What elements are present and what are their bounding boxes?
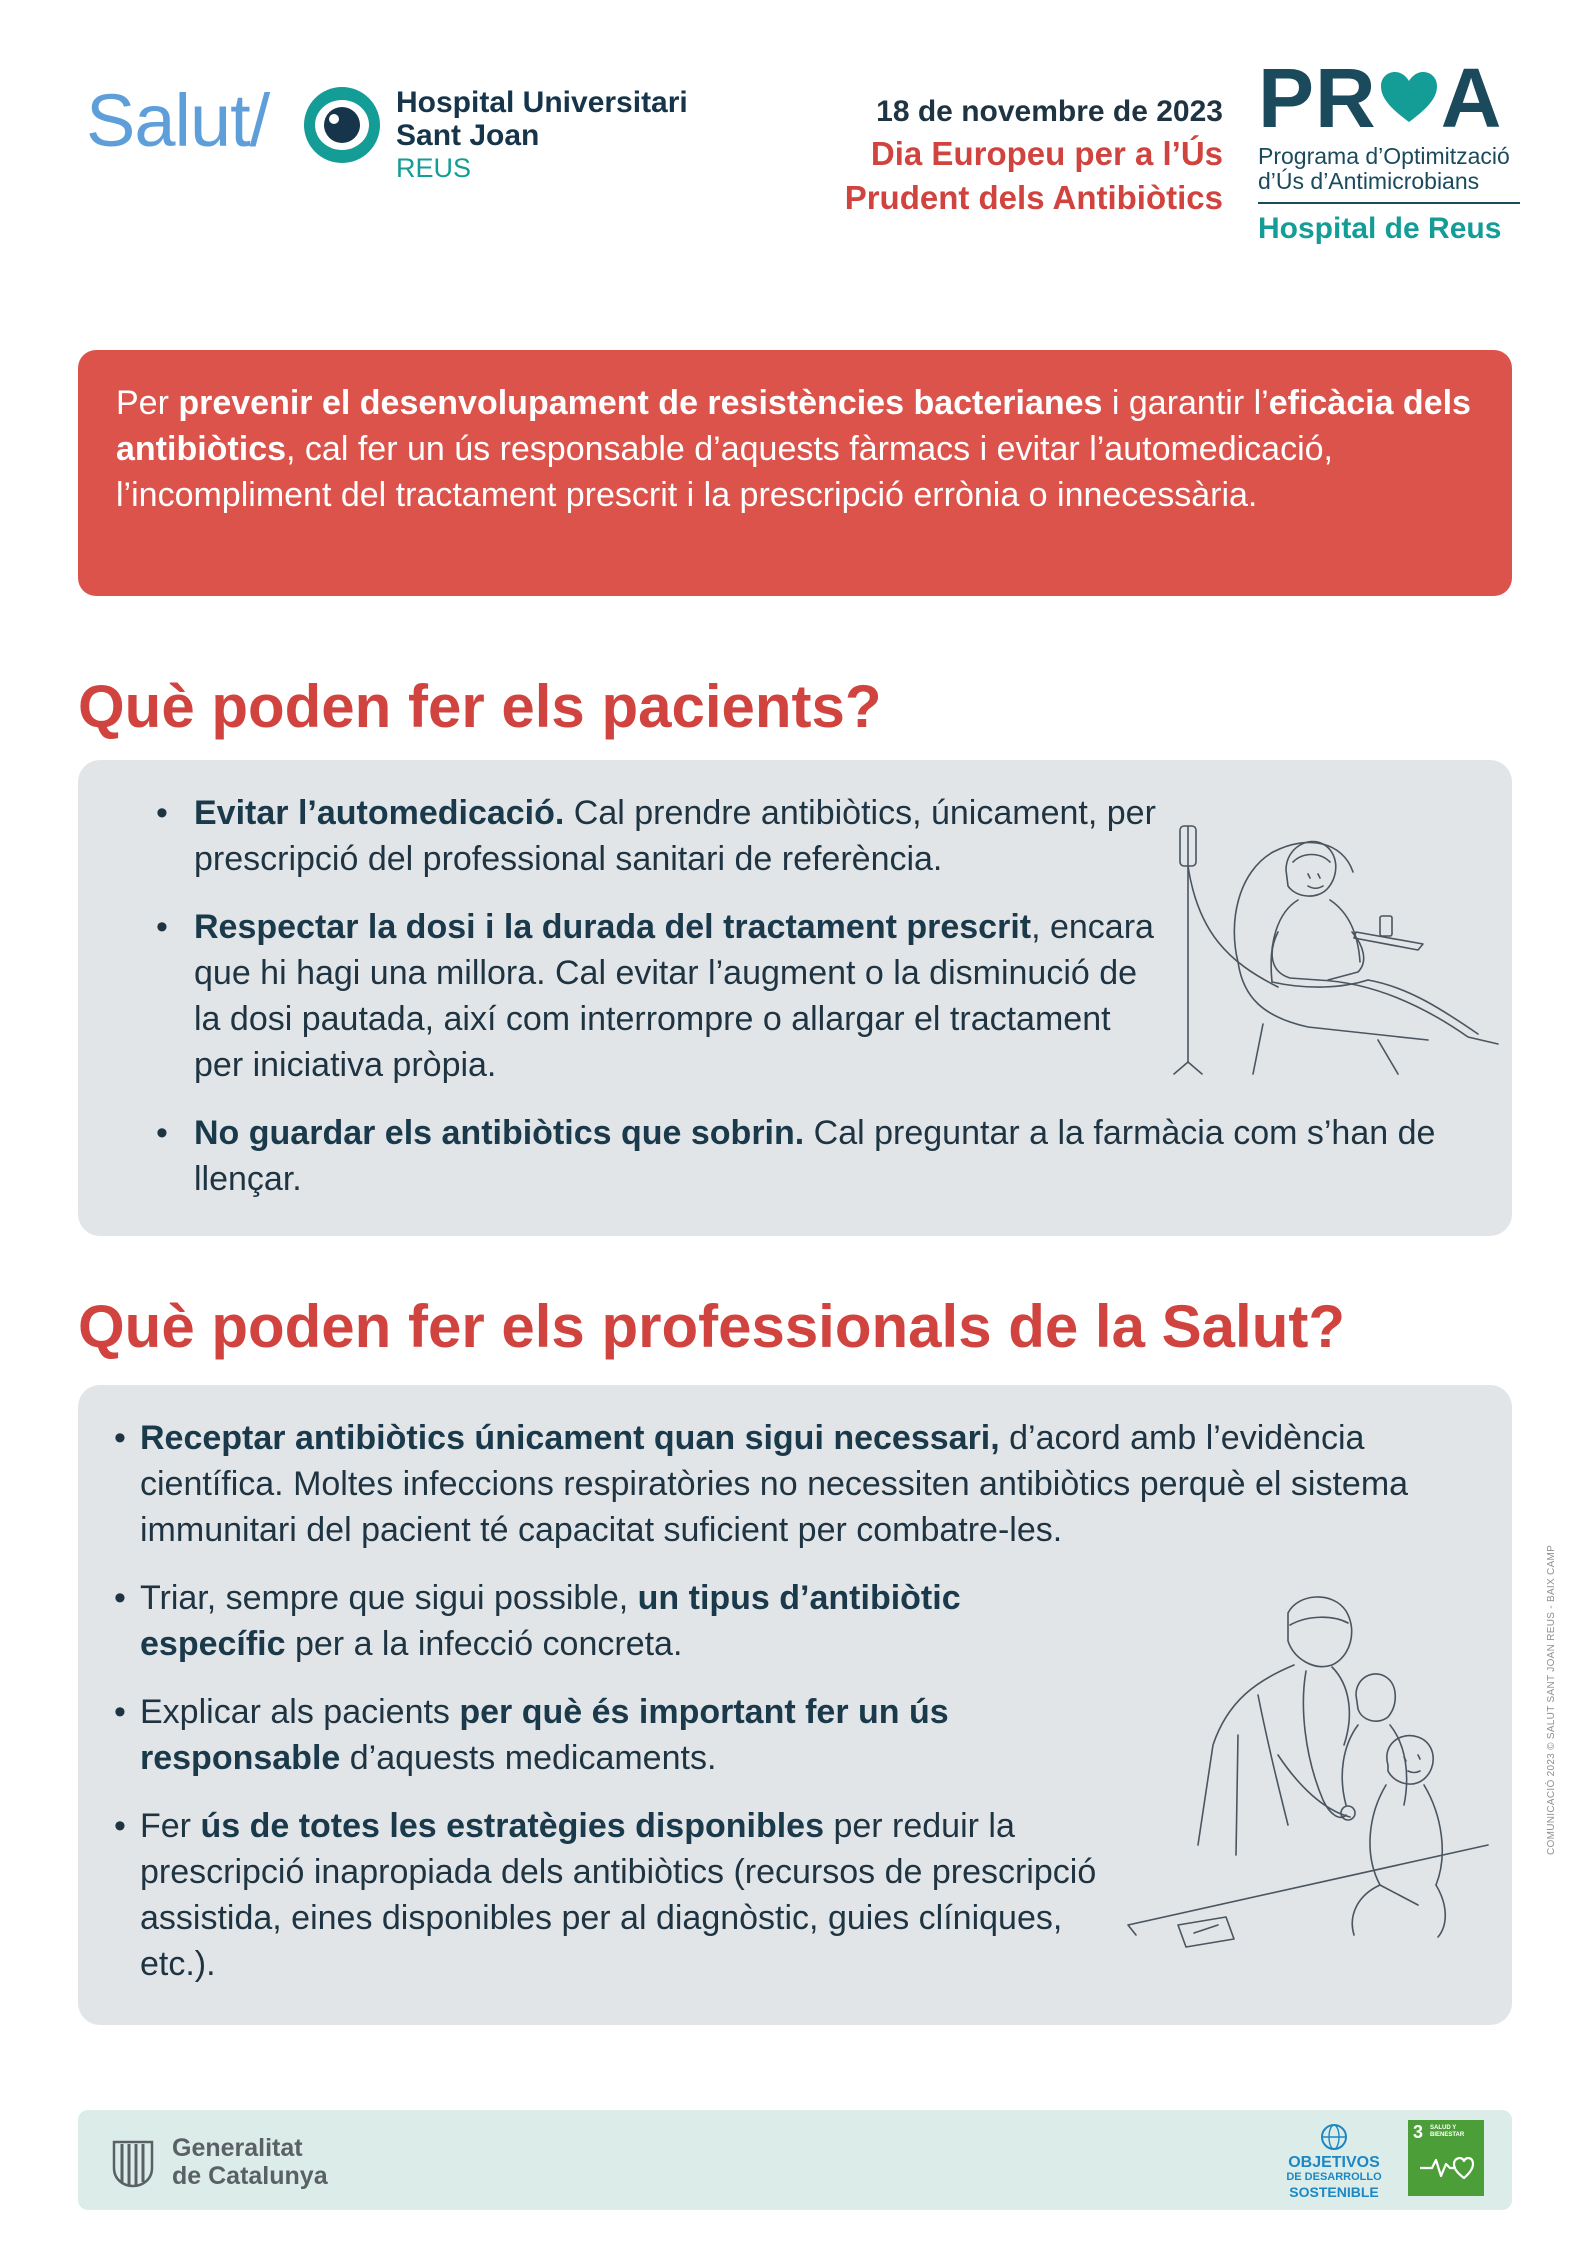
sdg-line1: OBJETIVOS	[1288, 2154, 1380, 2171]
item-bold: ús de totes les estratègies disponibles	[200, 1807, 824, 1845]
intro-banner	[78, 350, 1512, 596]
event-title-line1: Dia Europeu per a l’Ús	[870, 135, 1223, 172]
generalitat-line2: de Catalunya	[172, 2162, 328, 2190]
event-date: 18 de novembre de 2023	[876, 95, 1223, 128]
heart-icon	[1379, 70, 1439, 126]
item-text: d’acord amb l’evidència científica. Moltes infeccions respiratòries no necessiten antibiòtics perquè el sistema immunitari del pacient té capacitat suficient per combatre-les.	[140, 1419, 1409, 1549]
prova-subtitle-line1: Programa d’Optimització	[1258, 143, 1510, 169]
salut-logo-text: Salut/	[86, 79, 270, 162]
list-item	[108, 1689, 1108, 1781]
banner-bold-2: eficàcia dels antibiòtics	[116, 384, 1471, 468]
list-item	[108, 1575, 1108, 1667]
banner-bold-1: prevenir el desenvolupament de resistències bacterianes	[178, 384, 1103, 422]
generalitat-line1: Generalitat	[172, 2134, 303, 2162]
item-post: d’aquests medicaments.	[340, 1739, 717, 1777]
item-bold: Evitar l’automedicació.	[194, 794, 565, 832]
footer-band	[78, 2110, 1512, 2210]
banner-text-2: i garantir l’	[1102, 384, 1269, 422]
credits-text: COMUNICACIÓ 2023 © SALUT SANT JOAN REUS - BAIX CAMP	[1546, 1544, 1557, 1855]
prova-wordmark-right: A	[1440, 51, 1503, 145]
list-item	[156, 904, 1156, 1088]
banner-text-3: , cal fer un ús responsable d’aquests fàrmacs i evitar l’automedicació, l’incompliment del tractament prescrit i la prescripció errònia o innecessària.	[116, 430, 1333, 514]
patients-card	[78, 760, 1512, 1236]
list-item	[108, 1803, 1128, 1987]
prova-wordmark-left: PR	[1258, 51, 1377, 145]
list-item	[156, 1110, 1456, 1202]
sdg-line3: SOSTENIBLE	[1289, 2184, 1379, 2200]
heartbeat-icon	[1418, 2152, 1474, 2182]
banner-text-1: Per	[116, 384, 179, 422]
hospital-eye-logo-icon	[300, 83, 384, 167]
item-pre: Explicar als pacients	[140, 1693, 460, 1731]
item-bold: Respectar la dosi i la durada del tractament prescrit	[194, 908, 1032, 946]
item-text: , encara que hi hagi una millora. Cal evitar l’augment o la disminució de la dosi pautada, així com interrompre o allargar el tractament per iniciativa pròpia.	[194, 908, 1154, 1084]
generalitat-name	[172, 2134, 328, 2190]
professionals-card	[78, 1385, 1512, 2025]
sdg3-badge	[1408, 2120, 1484, 2196]
prova-divider	[1258, 202, 1520, 204]
sdg3-label: SALUD Y BIENESTAR	[1430, 2125, 1465, 2138]
hospital-name-line2: Sant Joan	[396, 119, 540, 152]
hospital-city: REUS	[396, 153, 472, 183]
sdg-logo	[1274, 2122, 1394, 2200]
item-text: Cal preguntar a la farmàcia com s’han de llençar.	[194, 1114, 1436, 1198]
item-text: Cal prendre antibiòtics, únicament, per prescripció del professional sanitari de referència.	[194, 794, 1156, 878]
item-pre: Fer	[140, 1807, 201, 1845]
list-item	[108, 1415, 1488, 1553]
event-info	[845, 92, 1223, 220]
hospital-name	[396, 86, 688, 185]
prova-subtitle-line2: d’Ús d’Antimicrobians	[1258, 168, 1480, 194]
hospital-name-line1: Hospital Universitari	[396, 86, 688, 119]
un-globe-icon	[1319, 2122, 1349, 2152]
item-post: per a la infecció concreta.	[285, 1625, 683, 1663]
prova-logo	[1258, 51, 1520, 246]
generalitat-shield-icon	[112, 2138, 154, 2188]
list-item	[156, 790, 1156, 882]
item-bold: Receptar antibiòtics únicament quan sigui necessari,	[140, 1419, 1000, 1457]
professionals-heading: Què poden fer els professionals de la Salut?	[78, 1293, 1345, 1360]
patients-heading: Què poden fer els pacients?	[78, 673, 882, 740]
prova-subtitle	[1258, 144, 1520, 194]
prova-hospital: Hospital de Reus	[1258, 212, 1502, 245]
item-bold: per què és important fer un ús responsable	[140, 1693, 949, 1777]
patient-in-chair-illustration	[1168, 812, 1508, 1082]
sdg-line2: DE DESARROLLO	[1286, 2171, 1382, 2183]
item-post: per reduir la prescripció inapropiada dels antibiòtics (recursos de prescripció assistida, eines disponibles per al diagnòstic, guies clíniques, etc.).	[140, 1807, 1097, 1983]
item-pre: Triar, sempre que sigui possible,	[140, 1579, 638, 1617]
item-bold: un tipus d’antibiòtic específic	[140, 1579, 961, 1663]
event-title-line2: Prudent dels Antibiòtics	[844, 179, 1223, 216]
sdg3-number: 3	[1413, 2122, 1424, 2142]
doctor-with-child-illustration	[1118, 1585, 1498, 1965]
item-bold: No guardar els antibiòtics que sobrin.	[194, 1114, 805, 1152]
